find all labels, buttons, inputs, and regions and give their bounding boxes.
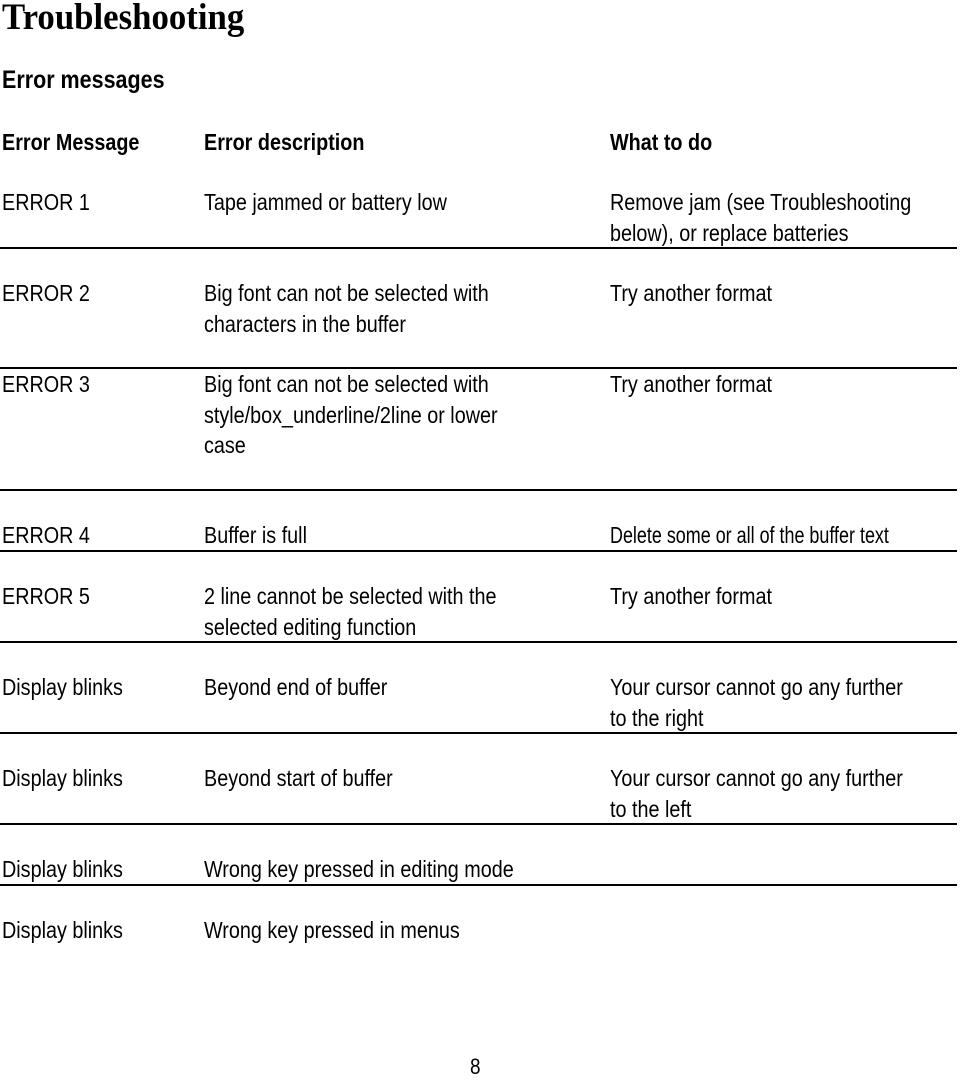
table-row	[0, 278, 957, 369]
table-row	[0, 581, 957, 643]
error-description-cell: Beyond end of buffer	[204, 674, 388, 700]
error-message-cell: ERROR 3	[2, 371, 90, 397]
error-description-cell: 2 line cannot be selected with the selected editing function	[204, 583, 497, 640]
table-row	[0, 915, 957, 945]
what-to-do-cell: Delete some or all of the buffer text	[610, 522, 889, 548]
error-message-cell: ERROR 5	[2, 583, 90, 609]
error-message-cell: Display blinks	[2, 917, 123, 943]
error-description-cell: Tape jammed or battery low	[204, 189, 447, 215]
error-message-cell: Display blinks	[2, 674, 123, 700]
error-message-cell: ERROR 2	[2, 280, 90, 306]
page-title: Troubleshooting	[2, 0, 245, 38]
header-what-to-do: What to do	[610, 129, 713, 155]
what-to-do-cell: Your cursor cannot go any further to the right	[610, 674, 903, 731]
section-title: Error messages	[2, 66, 165, 94]
header-error-message: Error Message	[2, 129, 140, 155]
what-to-do-cell: Your cursor cannot go any further to the left	[610, 765, 903, 822]
page-number: 8	[470, 1054, 481, 1079]
error-description-cell: Big font can not be selected with characters in the buffer	[204, 280, 489, 337]
table-header-row	[0, 126, 957, 187]
table-row	[0, 672, 957, 734]
error-description-cell: Big font can not be selected with style/box_underline/2line or lower case	[204, 371, 498, 458]
what-to-do-cell: Try another format	[610, 371, 772, 397]
table-row	[0, 187, 957, 249]
error-message-cell: ERROR 4	[2, 522, 90, 548]
error-description-cell: Wrong key pressed in menus	[204, 917, 460, 943]
error-description-cell: Beyond start of buffer	[204, 765, 393, 791]
error-description-cell: Wrong key pressed in editing mode	[204, 856, 514, 882]
error-message-cell: Display blinks	[2, 856, 123, 882]
what-to-do-cell: Try another format	[610, 583, 772, 609]
error-message-cell: Display blinks	[2, 765, 123, 791]
error-message-cell: ERROR 1	[2, 189, 90, 215]
what-to-do-cell: Remove jam (see Troubleshooting below), or replace batteries	[610, 189, 912, 246]
table-row	[0, 763, 957, 825]
error-messages-table	[0, 126, 957, 945]
what-to-do-cell: Try another format	[610, 280, 772, 306]
table-row	[0, 520, 957, 552]
error-description-cell: Buffer is full	[204, 522, 307, 548]
table-row	[0, 854, 957, 886]
table-row	[0, 369, 957, 491]
header-error-description: Error description	[204, 129, 365, 155]
